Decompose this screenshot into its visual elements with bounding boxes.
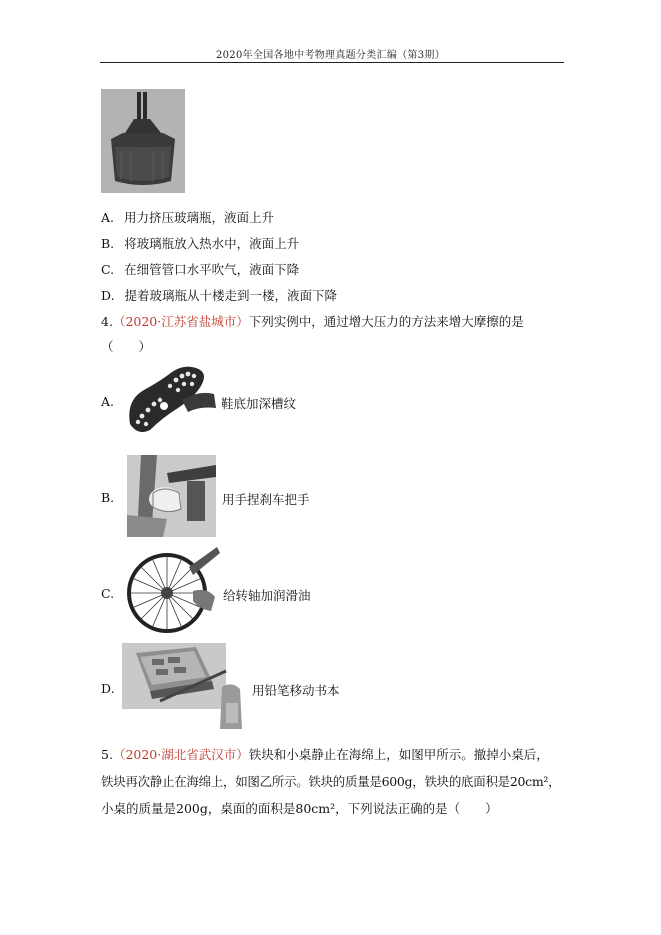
q4-option-d-text: 用铅笔移动书本 bbox=[252, 683, 340, 698]
question-text: 下列实例中，通过增大压力的方法来增大摩擦的是 bbox=[248, 314, 524, 329]
q4-option-b-text: 用手捏刹车把手 bbox=[222, 492, 310, 507]
option-text: 将玻璃瓶放入热水中，液面上升 bbox=[124, 236, 300, 251]
question-text: 铁块和小桌静止在海绵上，如图甲所示。撤掉小桌后， bbox=[248, 747, 549, 762]
q5-line-3: 小桌的质量是200g，桌面的面积是80cm²，下列说法正确的是（ ） bbox=[101, 801, 498, 816]
q3-option-a bbox=[101, 208, 274, 226]
bottle-tube-photo bbox=[101, 89, 185, 193]
option-letter: A. bbox=[101, 210, 115, 225]
q5-line-1 bbox=[101, 745, 549, 763]
option-text: 用力挤压玻璃瓶，液面上升 bbox=[124, 210, 275, 225]
q5-line-2: 铁块再次静止在海绵上，如图乙所示。铁块的质量是600g，铁块的底面积是20cm²， bbox=[101, 774, 561, 789]
q4-option-d-letter: D. bbox=[101, 681, 115, 696]
q4-option-a-text: 鞋底加深槽纹 bbox=[221, 396, 297, 411]
pencil-book-photo bbox=[122, 641, 248, 729]
q4-option-a-letter: A. bbox=[101, 394, 115, 409]
q3-option-c bbox=[101, 260, 299, 278]
question-source: （2020·湖北省武汉市） bbox=[112, 747, 249, 762]
page-header: 2020年全国各地中考物理真题分类汇编（第3期） bbox=[215, 50, 445, 61]
option-text: 提着玻璃瓶从十楼走到一楼，液面下降 bbox=[124, 288, 338, 303]
option-letter: B. bbox=[101, 236, 115, 251]
brake-handle-photo bbox=[127, 455, 216, 537]
question-number: 4. bbox=[101, 314, 113, 329]
q4-option-c-letter: C. bbox=[101, 586, 115, 601]
q4-option-c-text: 给转轴加润滑油 bbox=[223, 588, 311, 603]
question-source: （2020·江苏省盐城市） bbox=[112, 314, 249, 329]
q3-option-d bbox=[101, 286, 337, 304]
q4-option-b-letter: B. bbox=[101, 490, 115, 505]
q4-stem bbox=[101, 312, 524, 330]
bicycle-wheel-photo bbox=[127, 547, 220, 633]
q3-option-b bbox=[101, 234, 299, 252]
question-number: 5. bbox=[101, 747, 113, 762]
header-rule bbox=[100, 62, 564, 63]
option-letter: C. bbox=[101, 262, 115, 277]
q4-answer-blank: （ ） bbox=[101, 339, 152, 354]
option-text: 在细管管口水平吹气，液面下降 bbox=[124, 262, 300, 277]
shoe-sole-photo bbox=[122, 360, 218, 438]
option-letter: D. bbox=[101, 288, 115, 303]
